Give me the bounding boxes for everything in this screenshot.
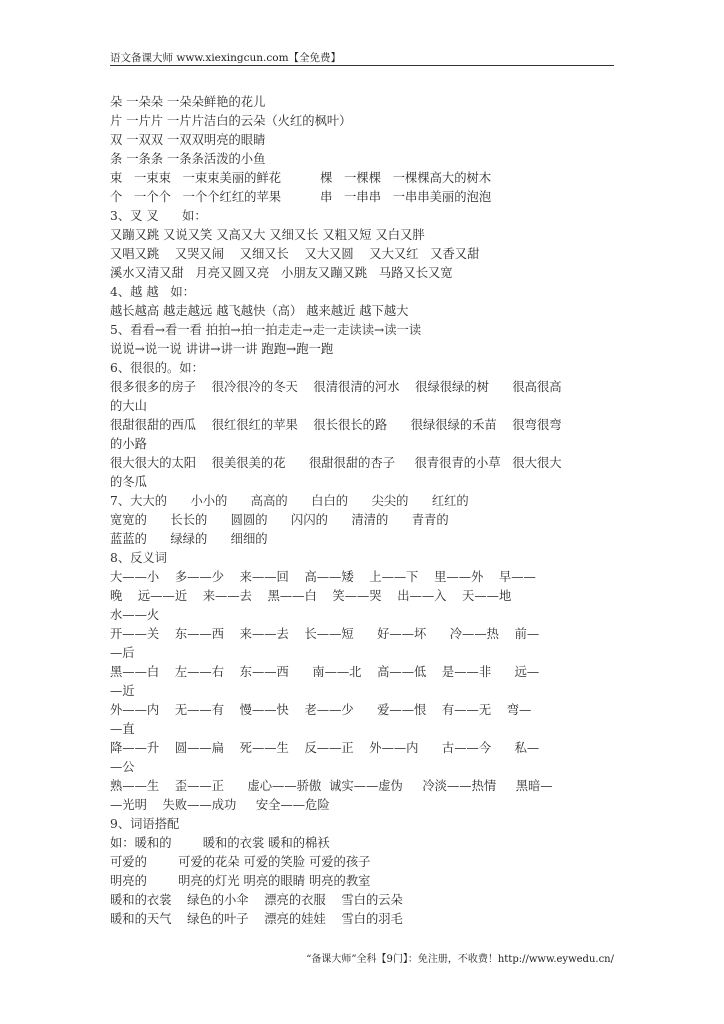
text-line: 外——内 无——有 慢——快 老——少 爱——恨 有——无 弯—: [110, 703, 532, 717]
text-line: 又蹦又跳 又说又笑 又高又大 又细又长 又粗又短 又白又胖: [110, 228, 425, 242]
text-line: 越长越高 越走越远 越飞越快（高） 越来越近 越下越大: [110, 304, 409, 318]
section-heading: 6、很很的。如：: [110, 361, 204, 375]
section-heading: 4、越 越 如：: [110, 285, 195, 299]
text-line: 水——火: [110, 608, 160, 622]
text-line: 个 一个个 一个个红红的苹果 串 一串串 一串串美丽的泡泡: [110, 190, 492, 204]
page-footer: “备课大师”全科【9门】：免注册，不收费！http://www.eywedu.cn/: [306, 954, 614, 965]
text-line: 双 一双双 一双双明亮的眼睛: [110, 133, 266, 147]
text-line: 条 一条条 一条条活泼的小鱼: [110, 152, 266, 166]
text-line: 晚 远——近 来——去 黑——白 笑——哭 出——入 天——地: [110, 589, 512, 603]
text-line: —后: [110, 646, 135, 660]
text-line: —直: [110, 722, 135, 736]
text-line: 如：暖和的 暖和的衣裳 暖和的棉袄: [110, 836, 330, 850]
text-line: —近: [110, 684, 135, 698]
section-heading: 9、词语搭配: [110, 817, 180, 831]
text-line: 黑——白 左——右 东——西 南——北 高——低 是——非 远—: [110, 665, 540, 679]
section-heading: 7、大大的 小小的 高高的 白白的 尖尖的 红红的: [110, 494, 469, 508]
text-line: 说说→说一说 讲讲→讲一讲 跑跑→跑一跑: [110, 342, 334, 356]
text-line: 可爱的 可爱的花朵 可爱的笑脸 可爱的孩子: [110, 855, 371, 869]
section-heading: 3、叉 叉 如：: [110, 209, 207, 223]
text-line: 溪水又清又甜 月亮又圆又亮 小朋友又蹦又跳 马路又长又宽: [110, 266, 453, 280]
text-line: 的大山: [110, 399, 147, 413]
text-line: 暖和的衣裳 绿色的小伞 漂亮的衣服 雪白的云朵: [110, 893, 403, 907]
text-line: 开——关 东——西 来——去 长——短 好——坏 冷——热 前—: [110, 627, 540, 641]
text-line: 暖和的天气 绿色的叶子 漂亮的娃娃 雪白的羽毛: [110, 912, 403, 926]
text-line: —光明 失败——成功 安全——危险: [110, 798, 330, 812]
text-line: 宽宽的 长长的 圆圆的 闪闪的 清清的 青青的: [110, 513, 449, 527]
text-line: 很多很多的房子 很冷很冷的冬天 很清很清的河水 很绿很绿的树 很高很高: [110, 380, 562, 394]
text-line: 蓝蓝的 绿绿的 细细的: [110, 532, 268, 546]
text-line: 片 一片片 一片片洁白的云朵（火红的枫叶）: [110, 114, 352, 128]
text-line: 很大很大的太阳 很美很美的花 很甜很甜的杏子 很青很青的小草 很大很大: [110, 456, 562, 470]
text-line: 的冬瓜: [110, 475, 147, 489]
section-heading: 8、反义词: [110, 551, 168, 565]
document-body: [110, 93, 620, 929]
text-line: 明亮的 明亮的灯光 明亮的眼睛 明亮的教室: [110, 874, 371, 888]
text-line: 很甜很甜的西瓜 很红很红的苹果 很长很长的路 很绿很绿的禾苗 很弯很弯: [110, 418, 562, 432]
section-heading: 5、看看→看一看 拍拍→拍一拍走走→走一走读读→读一读: [110, 323, 422, 337]
text-line: 又唱又跳 又哭又闹 又细又长 又大又圆 又大又红 又香又甜: [110, 247, 480, 261]
text-line: 的小路: [110, 437, 147, 451]
text-line: 熟——生 歪——正 虚心——骄傲 诚实——虚伪 冷淡——热情 黑暗—: [110, 779, 553, 793]
header-divider: [110, 65, 614, 66]
text-line: 朵 一朵朵 一朵朵鲜艳的花儿: [110, 95, 266, 109]
page-header: 语文备课大师 www.xiexingcun.com【全免费】: [110, 52, 342, 64]
text-line: —公: [110, 760, 135, 774]
text-line: 束 一束束 一束束美丽的鲜花 棵 一棵棵 一棵棵高大的树木: [110, 171, 492, 185]
text-line: 降——升 圆——扁 死——生 反——正 外——内 古——今 私—: [110, 741, 540, 755]
text-line: 大——小 多——少 来——回 高——矮 上——下 里——外 早——: [110, 570, 536, 584]
